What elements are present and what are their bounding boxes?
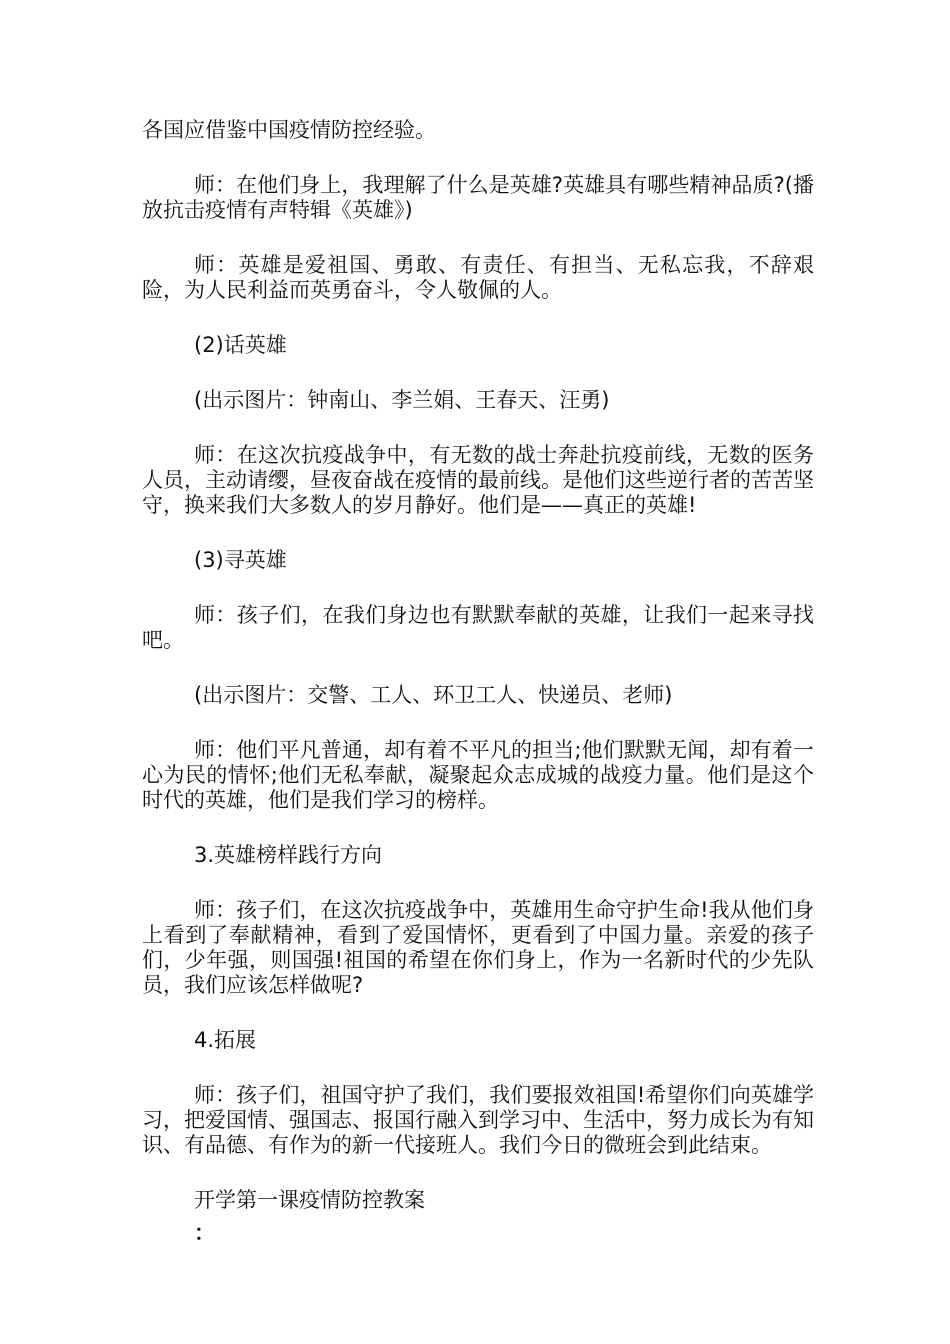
section-heading-talk-heroes: (2)话英雄	[194, 333, 287, 357]
trailing-colon: ：	[194, 1221, 215, 1245]
paragraph-hero-definition: 师：英雄是爱祖国、勇敢、有责任、有担当、无私忘我，不辞艰险，为人民利益而英勇奋斗，令人敬佩的人。	[142, 253, 814, 302]
paragraph-ordinary-heroes: 师：他们平凡普通，却有着不平凡的担当;他们默默无闻，却有着一心为民的情怀;他们无私奉献，凝聚起众志成城的战疫力量。他们是这个时代的英雄，他们是我们学习的榜样。	[142, 738, 814, 812]
section-heading-find-heroes: (3)寻英雄	[194, 548, 287, 572]
paragraph-young-pioneers: 师：孩子们，在这次抗疫战争中，英雄用生命守护生命!我从他们身上看到了奉献精神，看到了爱国情怀，更看到了中国力量。亲爱的孩子们，少年强，则国强!祖国的希望在你们身上，作为一名新时代的少先队员，我们应该怎样做呢?	[142, 898, 814, 997]
section-heading-extension: 4.拓展	[194, 1028, 257, 1052]
section-heading-practice: 3.英雄榜样践行方向	[194, 843, 383, 867]
document-body	[142, 118, 814, 1246]
paragraph-show-pictures-2: (出示图片：交警、工人、环卫工人、快递员、老师)	[194, 683, 673, 707]
paragraph-closing: 师：孩子们，祖国守护了我们，我们要报效祖国!希望你们向英雄学习，把爱国情、强国志、报国行融入到学习中、生活中，努力成长为有知识、有品德、有作为的新一代接班人。我们今日的微班会到此结束。	[142, 1083, 814, 1157]
paragraph-teacher-heroes-question: 师：在他们身上，我理解了什么是英雄?英雄具有哪些精神品质?(播放抗击疫情有声特辑《英雄》)	[142, 173, 814, 222]
paragraph-continuation: 各国应借鉴中国疫情防控经验。	[142, 118, 436, 142]
paragraph-frontline-heroes: 师：在这次抗疫战争中，有无数的战士奔赴抗疫前线，无数的医务人员，主动请缨，昼夜奋战在疫情的最前线。是他们这些逆行者的苦苦坚守，换来我们大多数人的岁月静好。他们是——真正的英雄!	[142, 443, 814, 517]
paragraph-show-pictures-1: (出示图片：钟南山、李兰娟、王春天、汪勇)	[194, 388, 610, 412]
paragraph-find-heroes-prompt: 师：孩子们，在我们身边也有默默奉献的英雄，让我们一起来寻找吧。	[142, 603, 814, 652]
document-title-next: 开学第一课疫情防控教案	[194, 1188, 425, 1212]
